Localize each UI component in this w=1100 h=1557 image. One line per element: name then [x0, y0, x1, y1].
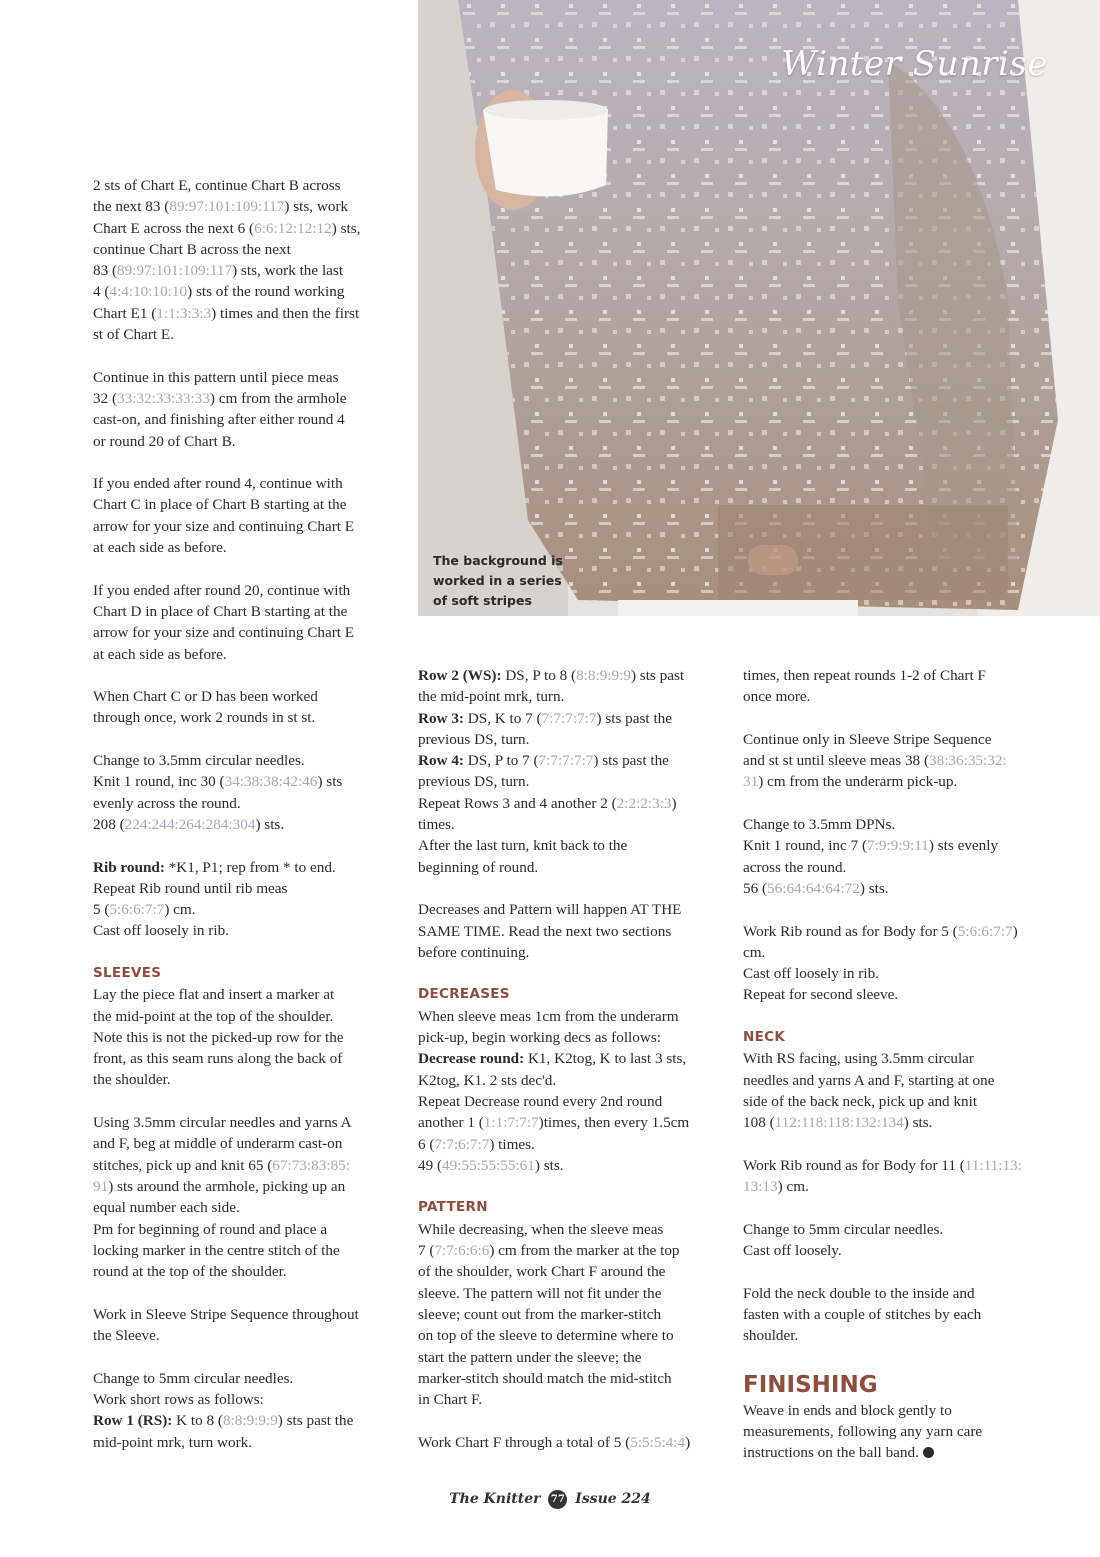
text-line: once more. — [743, 688, 811, 706]
text-line: With RS facing, using 3.5mm circular — [743, 1050, 974, 1068]
paragraph — [418, 1432, 722, 1453]
text-line: When Chart C or D has been worked — [93, 688, 318, 706]
text-line: round at the top of the shoulder. — [93, 1263, 287, 1281]
paragraph — [93, 984, 399, 1090]
size-values: 33:32:33:33:33 — [117, 389, 210, 407]
paragraph — [93, 1112, 399, 1282]
text-line: Row 1 (RS): K to 8 (8:8:9:9:9) sts past the — [93, 1412, 354, 1430]
text-line: start the pattern under the sleeve; the — [418, 1348, 642, 1366]
text-line: Change to 5mm circular needles. — [743, 1220, 944, 1238]
text-line: arrow for your size and continuing Chart E — [93, 624, 355, 642]
text-line: 108 (112:118:118:132:134) sts. — [743, 1114, 933, 1132]
text-line: the next 83 (89:97:101:109:117) sts, work — [93, 198, 349, 216]
text-line: shoulder. — [743, 1327, 799, 1345]
text-line: evenly across the round. — [93, 794, 241, 812]
paragraph — [418, 1006, 722, 1176]
text-line: K2tog, K1. 2 sts dec'd. — [418, 1071, 557, 1089]
size-values: 34:38:38:42:46 — [224, 773, 318, 791]
paragraph — [93, 686, 399, 729]
text-line: Row 2 (WS): DS, P to 8 (8:8:9:9:9) sts past — [418, 667, 685, 684]
text-line: Row 4: DS, P to 7 (7:7:7:7:7) sts past the — [418, 752, 669, 770]
magazine-name: The Knitter — [449, 1491, 541, 1507]
sweater-illustration — [418, 0, 1100, 616]
text-line: Chart E1 (1:1:3:3:3) times and then the first — [93, 304, 360, 322]
text-line: If you ended after round 4, continue with — [93, 475, 343, 493]
size-values: 13:13 — [743, 1178, 778, 1196]
size-values: 1:1:7:7:7 — [483, 1114, 539, 1132]
size-values: 5:5:5:4:4 — [630, 1433, 686, 1451]
text-line: Repeat for second sleeve. — [743, 986, 899, 1004]
size-values: 7:7:6:6:6 — [434, 1242, 490, 1260]
page-number: 77 — [548, 1490, 567, 1509]
text-line: sleeve. The pattern will not fit under the — [418, 1284, 662, 1302]
text-line: Change to 5mm circular needles. — [93, 1369, 294, 1387]
text-line: another 1 (1:1:7:7:7)times, then every 1.5cm — [418, 1114, 690, 1132]
size-values: 38:36:35:32: — [929, 752, 1007, 770]
size-values: 31 — [743, 773, 759, 791]
text-line: 56 (56:64:64:64:72) sts. — [743, 879, 889, 897]
paragraph — [743, 1219, 1043, 1262]
column-3 — [743, 665, 1043, 1485]
size-values: 2:2:2:3:3 — [616, 794, 672, 812]
paragraph — [93, 175, 399, 345]
text-line: 91) sts around the armhole, picking up an — [93, 1177, 346, 1195]
text-line: in Chart F. — [418, 1391, 483, 1409]
paragraph — [93, 857, 399, 942]
text-line: 6 (7:7:6:7:7) times. — [418, 1135, 535, 1153]
paragraph — [93, 580, 399, 665]
text-line: mid-point mrk, turn work. — [93, 1433, 253, 1451]
text-line: Rib round: *K1, P1; rep from * to end. — [93, 858, 336, 876]
text-line: 2 sts of Chart E, continue Chart B across — [93, 177, 341, 194]
paragraph — [743, 1400, 1043, 1464]
text-line: marker-stitch should match the mid-stitch — [418, 1369, 672, 1387]
text-line: front, as this seam runs along the back of — [93, 1050, 343, 1068]
paragraph — [743, 921, 1043, 1006]
text-line: Row 3: DS, K to 7 (7:7:7:7:7) sts past the — [418, 709, 672, 727]
text-line: Repeat Rib round until rib meas — [93, 879, 288, 897]
size-values: 6:6:12:12:12 — [254, 219, 332, 237]
paragraph — [743, 665, 1043, 708]
text-line: at each side as before. — [93, 539, 227, 557]
size-values: 89:97:101:109:117 — [169, 198, 285, 216]
bold-label: Row 4: — [418, 752, 464, 770]
page-footer — [0, 1490, 1100, 1509]
text-line: times. — [418, 816, 455, 834]
size-values: 112:118:118:132:134 — [774, 1114, 904, 1132]
text-line: through once, work 2 rounds in st st. — [93, 709, 316, 727]
paragraph — [93, 1368, 399, 1453]
text-line: SAME TIME. Read the next two sections — [418, 922, 672, 940]
size-values: 4:4:10:10:10 — [109, 283, 188, 301]
issue-number: Issue 224 — [575, 1491, 651, 1507]
text-line: 83 (89:97:101:109:117) sts, work the last — [93, 262, 344, 280]
text-line: 32 (33:32:33:33:33) cm from the armhole — [93, 389, 347, 407]
text-line: side of the back neck, pick up and knit — [743, 1092, 978, 1110]
text-line: pick-up, begin working decs as follows: — [418, 1029, 661, 1047]
text-line: locking marker in the centre stitch of the — [93, 1241, 340, 1259]
size-values: 67:73:83:85: — [272, 1156, 350, 1174]
text-line: Cast off loosely in rib. — [93, 922, 229, 940]
text-line: fasten with a couple of stitches by each — [743, 1305, 982, 1323]
column-1 — [93, 175, 399, 1474]
size-values: 91 — [93, 1177, 109, 1195]
text-line: across the round. — [743, 858, 847, 876]
text-line: Continue only in Sleeve Stripe Sequence — [743, 730, 992, 748]
article-title: Winter Sunrise — [781, 44, 1048, 84]
section-heading-pattern: PATTERN — [418, 1199, 488, 1216]
text-line: instructions on the ball band. — [743, 1442, 1043, 1463]
text-line: before continuing. — [418, 943, 530, 961]
text-line: equal number each side. — [93, 1199, 240, 1217]
text-line: Weave in ends and block gently to — [743, 1401, 952, 1419]
paragraph — [743, 1155, 1043, 1198]
paragraph — [418, 665, 722, 878]
text-line: Chart C in place of Chart B starting at the — [93, 496, 347, 514]
section-heading-finishing: FINISHING — [743, 1371, 878, 1398]
text-line: Work Chart F through a total of 5 (5:5:5:4:4) — [418, 1433, 691, 1451]
text-line: arrow for your size and continuing Chart E — [93, 517, 355, 535]
text-line: cast-on, and finishing after either round 4 — [93, 411, 345, 429]
sweater-photo — [418, 0, 1100, 616]
text-line: previous DS, turn. — [418, 730, 530, 748]
text-line: Cast off loosely in rib. — [743, 965, 879, 983]
text-line: times, then repeat rounds 1-2 of Chart F — [743, 667, 986, 684]
text-line: sleeve; count out from the marker-stitch — [418, 1305, 662, 1323]
text-line: of the shoulder, work Chart F around the — [418, 1263, 666, 1281]
bold-label: Row 3: — [418, 709, 464, 727]
text-line: Work in Sleeve Stripe Sequence throughout — [93, 1305, 359, 1323]
text-line: measurements, following any yarn care — [743, 1423, 983, 1441]
paragraph — [93, 1304, 399, 1347]
text-line: Knit 1 round, inc 7 (7:9:9:9:11) sts evenly — [743, 837, 999, 855]
text-line: Change to 3.5mm circular needles. — [93, 752, 305, 770]
size-values: 7:7:6:7:7 — [434, 1135, 490, 1153]
size-values: 5:6:6:7:7 — [957, 922, 1013, 940]
text-line: Repeat Rows 3 and 4 another 2 (2:2:2:3:3) — [418, 794, 677, 812]
text-line: Continue in this pattern until piece meas — [93, 368, 339, 386]
text-line: 4 (4:4:10:10:10) sts of the round working — [93, 283, 345, 301]
text-line: the shoulder. — [93, 1071, 171, 1089]
size-values: 89:97:101:109:117 — [117, 262, 233, 280]
bold-label: Row 1 (RS): — [93, 1412, 173, 1430]
text-line: Chart E across the next 6 (6:6:12:12:12) sts, — [93, 219, 361, 237]
bold-label: Row 2 (WS): — [418, 667, 502, 684]
paragraph — [743, 1283, 1043, 1347]
text-line: When sleeve meas 1cm from the underarm — [418, 1007, 679, 1025]
text-line: Decreases and Pattern will happen AT THE — [418, 901, 682, 919]
size-values: 11:11:13: — [964, 1156, 1022, 1174]
column-2 — [418, 665, 722, 1474]
text-line: beginning of round. — [418, 858, 539, 876]
text-line: needles and yarns A and F, starting at one — [743, 1071, 995, 1089]
text-line: at each side as before. — [93, 645, 227, 663]
size-values: 8:8:9:9:9 — [576, 667, 631, 684]
text-line: the Sleeve. — [93, 1327, 160, 1345]
text-line: 13:13) cm. — [743, 1178, 809, 1196]
text-line: Chart D in place of Chart B starting at the — [93, 602, 348, 620]
text-line: on top of the sleeve to determine where to — [418, 1327, 674, 1345]
text-line: Pm for beginning of round and place a — [93, 1220, 328, 1238]
end-of-pattern-icon — [923, 1447, 934, 1458]
text-line: Work Rib round as for Body for 11 (11:11:13: — [743, 1156, 1022, 1174]
paragraph — [418, 899, 722, 963]
text-line: If you ended after round 20, continue with — [93, 581, 351, 599]
size-values: 49:55:55:55:61 — [442, 1156, 535, 1174]
bold-label: Decrease round: — [418, 1050, 525, 1068]
paragraph — [743, 1048, 1043, 1133]
text-line: the mid-point at the top of the shoulder. — [93, 1007, 334, 1025]
size-values: 224:244:264:284:304 — [124, 815, 256, 833]
text-line: Note this is not the picked-up row for the — [93, 1028, 344, 1046]
text-line: 31) cm from the underarm pick-up. — [743, 773, 958, 791]
text-line: stitches, pick up and knit 65 (67:73:83:85: — [93, 1156, 350, 1174]
section-heading-decreases: DECREASES — [418, 986, 510, 1003]
bold-label: Rib round: — [93, 858, 165, 876]
text-line: Lay the piece flat and insert a marker at — [93, 986, 335, 1004]
text-line: and F, beg at middle of underarm cast-on — [93, 1135, 343, 1153]
text-line: Cast off loosely. — [743, 1242, 842, 1260]
text-line: 49 (49:55:55:55:61) sts. — [418, 1156, 564, 1174]
size-values: 7:7:7:7:7 — [541, 709, 597, 727]
size-values: 1:1:3:3:3 — [156, 304, 212, 322]
paragraph — [93, 473, 399, 558]
text-line: Knit 1 round, inc 30 (34:38:38:42:46) sts — [93, 773, 343, 791]
text-line: Repeat Decrease round every 2nd round — [418, 1092, 663, 1110]
size-values: 7:9:9:9:11 — [867, 837, 929, 855]
text-line: Decrease round: K1, K2tog, K to last 3 sts, — [418, 1050, 687, 1068]
size-values: 56:64:64:64:72 — [767, 879, 860, 897]
text-line: While decreasing, when the sleeve meas — [418, 1220, 664, 1238]
paragraph — [743, 729, 1043, 793]
text-line: previous DS, turn. — [418, 773, 530, 791]
size-values: 7:7:7:7:7 — [538, 752, 594, 770]
section-heading-neck: NECK — [743, 1029, 786, 1046]
text-line: cm. — [743, 943, 766, 961]
text-line: After the last turn, knit back to the — [418, 837, 628, 855]
text-line: Change to 3.5mm DPNs. — [743, 816, 896, 834]
paragraph — [93, 367, 399, 452]
text-line: Work short rows as follows: — [93, 1390, 264, 1408]
photo-caption: The background is worked in a series of soft stripes — [433, 553, 563, 608]
text-line: 208 (224:244:264:284:304) sts. — [93, 815, 285, 833]
text-line: continue Chart B across the next — [93, 240, 291, 258]
size-values: 8:8:9:9:9 — [222, 1412, 278, 1430]
text-line: Work Rib round as for Body for 5 (5:6:6:7:7) — [743, 922, 1018, 940]
text-line: or round 20 of Chart B. — [93, 432, 236, 450]
text-line: the mid-point mrk, turn. — [418, 688, 565, 706]
paragraph — [743, 814, 1043, 899]
size-values: 5:6:6:7:7 — [109, 901, 165, 919]
section-heading-sleeves: SLEEVES — [93, 964, 162, 981]
text-line: and st st until sleeve meas 38 (38:36:35:32: — [743, 752, 1007, 770]
paragraph — [93, 750, 399, 835]
text-line: Fold the neck double to the inside and — [743, 1284, 975, 1302]
text-line: st of Chart E. — [93, 326, 174, 344]
text-line: 7 (7:7:6:6:6) cm from the marker at the top — [418, 1242, 680, 1260]
paragraph — [418, 1219, 722, 1411]
text-line: 5 (5:6:6:7:7) cm. — [93, 901, 196, 919]
text-line: Using 3.5mm circular needles and yarns A — [93, 1114, 352, 1132]
